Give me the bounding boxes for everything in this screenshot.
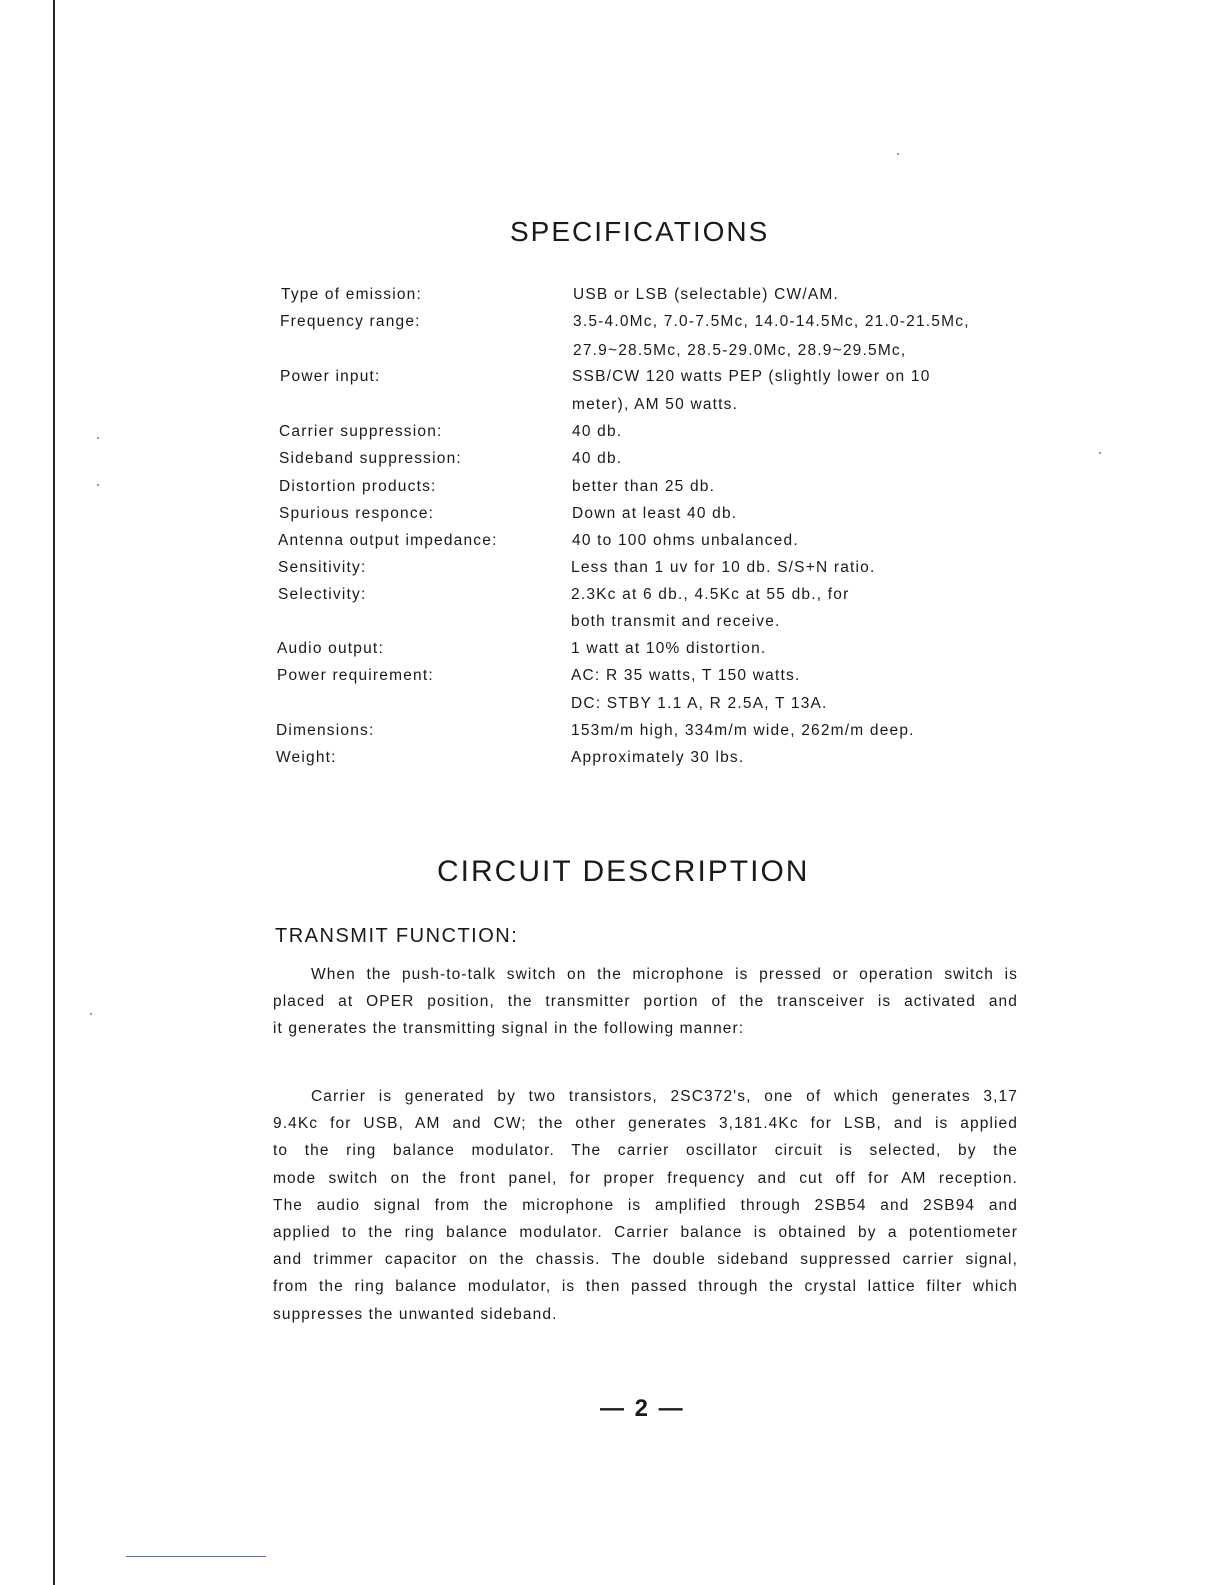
- spec-label: Spurious responce:: [279, 505, 435, 522]
- spec-label: Power requirement:: [277, 667, 434, 684]
- spec-label: Frequency range:: [280, 313, 421, 330]
- spec-label: Sensitivity:: [278, 559, 367, 576]
- spec-label: Sideband suppression:: [279, 450, 462, 467]
- spec-label: Selectivity:: [278, 586, 367, 603]
- spec-value: Less than 1 uv for 10 db. S/S+N ratio.: [571, 559, 876, 576]
- spec-value: both transmit and receive.: [571, 613, 781, 630]
- paragraph-line: Carrier is generated by two transistors, 2SC372's, one of which generates 3,17: [311, 1088, 1018, 1105]
- paragraph-line: placed at OPER position, the transmitter portion of the transceiver is activated and: [273, 993, 1018, 1011]
- spec-value: 1 watt at 10% distortion.: [571, 640, 767, 657]
- paragraph-line: When the push-to-talk switch on the microphone is pressed or operation switch is: [311, 966, 1018, 983]
- paragraph-line: The audio signal from the microphone is amplified through 2SB54 and 2SB94 and: [273, 1196, 1018, 1214]
- spec-value: 2.3Kc at 6 db., 4.5Kc at 55 db., for: [571, 586, 850, 603]
- page-number: — 2 —: [600, 1395, 685, 1422]
- spec-value: 27.9~28.5Mc, 28.5-29.0Mc, 28.9~29.5Mc,: [573, 342, 907, 359]
- spec-value: better than 25 db.: [572, 478, 716, 495]
- spec-value: 3.5-4.0Mc, 7.0-7.5Mc, 14.0-14.5Mc, 21.0-21.5Mc,: [573, 313, 970, 330]
- paragraph-line: and trimmer capacitor on the chassis. The double sideband suppressed carrier signal,: [273, 1251, 1018, 1269]
- spec-value: DC: STBY 1.1 A, R 2.5A, T 13A.: [571, 695, 828, 712]
- spec-value: SSB/CW 120 watts PEP (slightly lower on 10: [572, 368, 931, 385]
- spec-label: Distortion products:: [279, 478, 437, 495]
- spec-label: Dimensions:: [276, 722, 375, 739]
- scan-underline-mark: [126, 1556, 266, 1557]
- paragraph-line: from the ring balance modulator, is then passed through the crystal lattice filter which: [273, 1278, 1018, 1296]
- spec-label: Power input:: [280, 368, 381, 385]
- spec-label: Weight:: [276, 749, 337, 766]
- spec-value: USB or LSB (selectable) CW/AM.: [573, 286, 839, 303]
- paragraph-line: mode switch on the front panel, for proper frequency and cut off for AM reception.: [273, 1169, 1018, 1187]
- paragraph-line: it generates the transmitting signal in the following manner:: [273, 1020, 745, 1038]
- spec-label: Carrier suppression:: [279, 423, 443, 440]
- spec-label: Antenna output impedance:: [278, 532, 498, 549]
- transmit-function-heading: TRANSMIT FUNCTION:: [275, 925, 519, 947]
- paragraph-line: suppresses the unwanted sideband.: [273, 1305, 558, 1323]
- scan-left-edge: [53, 0, 55, 1585]
- circuit-description-title: CIRCUIT DESCRIPTION: [437, 855, 810, 888]
- transmit-paragraph-2: [273, 1083, 1018, 1328]
- paragraph-line: to the ring balance modulator. The carrier oscillator circuit is selected, by the: [273, 1142, 1018, 1160]
- paragraph-line: 9.4Kc for USB, AM and CW; the other generates 3,181.4Kc for LSB, and is applied: [273, 1115, 1018, 1133]
- paragraph-line: applied to the ring balance modulator. Carrier balance is obtained by a potentiometer: [273, 1224, 1018, 1242]
- specifications-title: SPECIFICATIONS: [510, 216, 770, 247]
- spec-value: 40 db.: [572, 450, 623, 467]
- spec-value: 40 to 100 ohms unbalanced.: [572, 532, 799, 549]
- transmit-paragraph-1: [273, 961, 1018, 1043]
- spec-value: 153m/m high, 334m/m wide, 262m/m deep.: [571, 722, 915, 739]
- spec-label: Type of emission:: [281, 286, 423, 303]
- spec-value: Down at least 40 db.: [572, 505, 738, 522]
- spec-value: Approximately 30 lbs.: [571, 749, 745, 766]
- spec-value: AC: R 35 watts, T 150 watts.: [571, 667, 801, 684]
- spec-value: meter), AM 50 watts.: [572, 396, 739, 413]
- spec-value: 40 db.: [572, 423, 623, 440]
- spec-label: Audio output:: [277, 640, 384, 657]
